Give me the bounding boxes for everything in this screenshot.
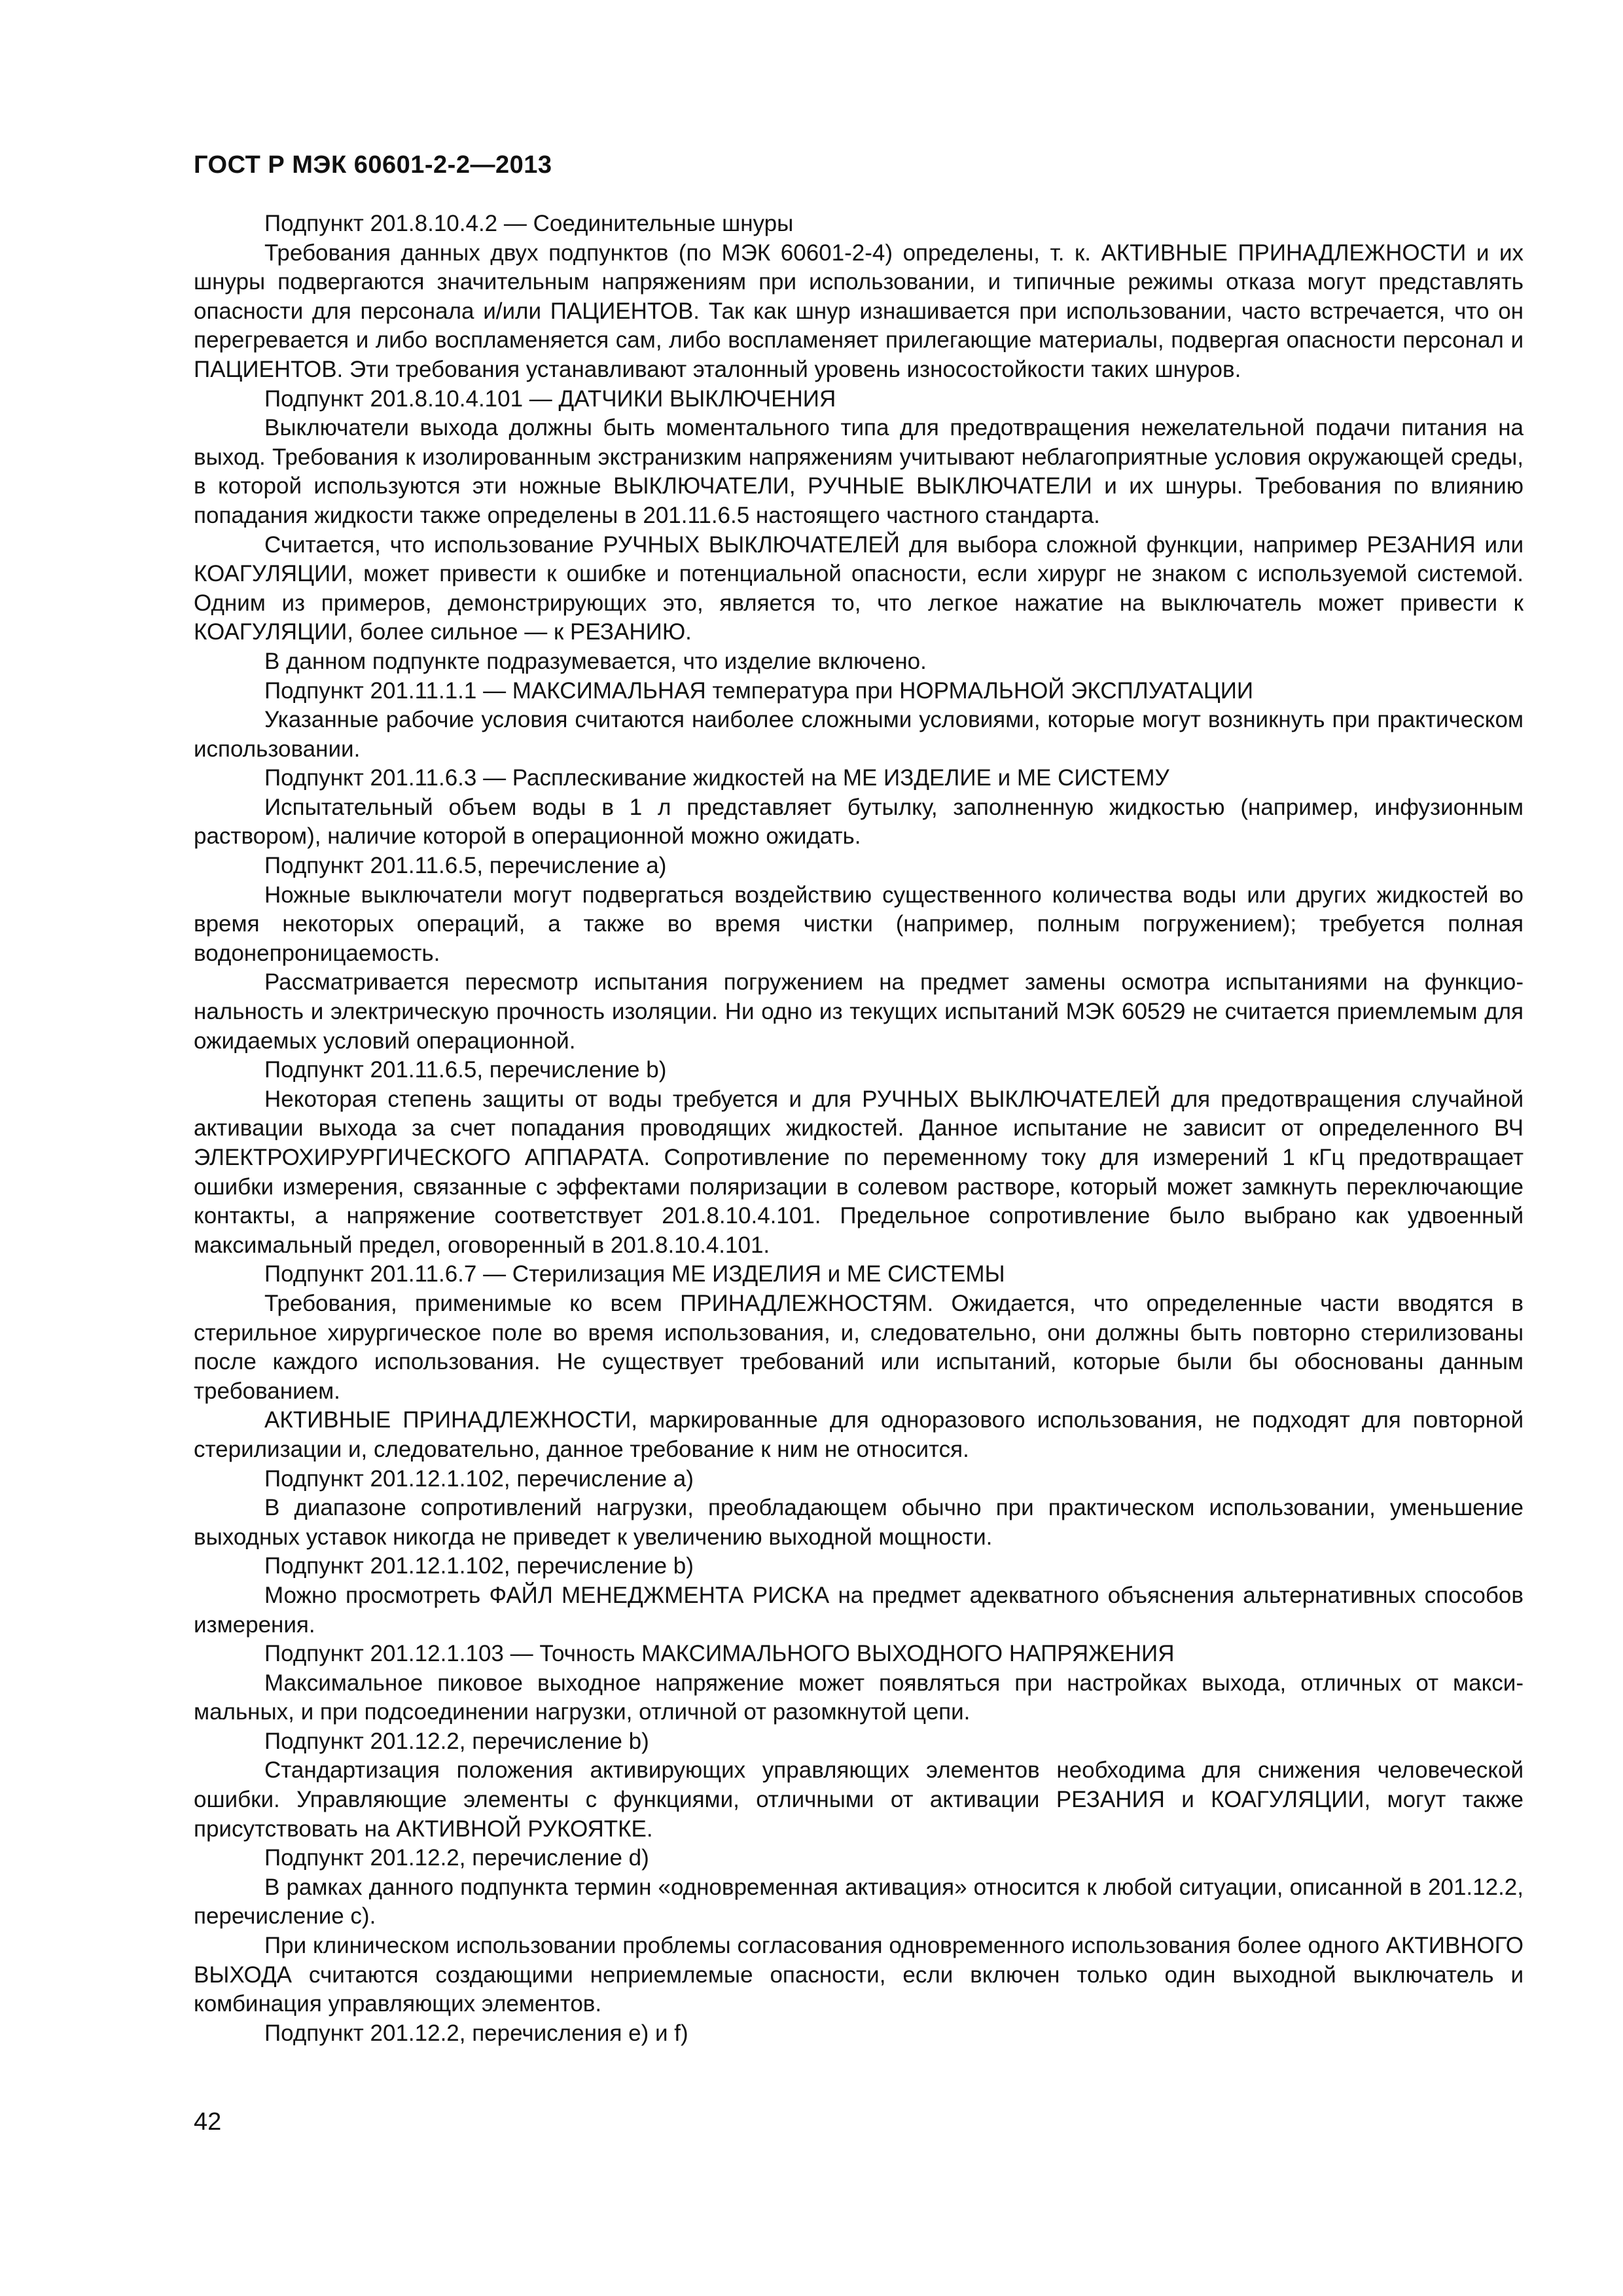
paragraph: В рамках данного подпункта термин «одновременная активация» относится к любой ситуации, описанной в 201.12.2, перечисление c). — [194, 1874, 1524, 1929]
paragraph: Подпункт 201.12.1.102, перечисление a) — [264, 1465, 694, 1492]
paragraph: Считается, что использование РУЧНЫХ ВЫКЛЮЧАТЕЛЕЙ для выбора сложной функции, например РЕЗАНИЯ или КОАГУЛЯЦИИ, может привести к ошибке и потенциальной опасности, если хирург не знаком с используемой системой. Одним из примеров, демонстрирующих это, является то, что легкое нажатие на выключатель может привести к КОАГУЛЯЦИИ, более сильное — к РЕЗАНИЮ. — [194, 531, 1524, 645]
paragraph: Некоторая степень защиты от воды требуется и для РУЧНЫХ ВЫКЛЮЧАТЕЛЕЙ для предотвращения случайной активации выхода за счет попадания проводящих жидкостей. Данное испытание не зависит от определенного ВЧ ЭЛЕКТРОХИРУРГИЧЕСКОГО АППАРАТА. Сопротивление по переменному току для измерений 1 кГц предотвращает ошибки измерения, связанные с эффектами поляризации в солевом растворе, который может замкнуть переключающие контакты, а напряжение соответствует 201.8.10.4.101. Предельное сопротивление было выбрано как удвоенный максимальный предел, оговоренный в 201.8.10.4.101. — [194, 1086, 1524, 1258]
document-body — [194, 209, 1524, 2048]
paragraph: В данном подпункте подразумевается, что изделие включено. — [264, 648, 927, 674]
paragraph: Подпункт 201.11.6.5, перечисление a) — [264, 853, 667, 879]
paragraph: Рассматривается пересмотр испытания погружением на предмет замены осмотра испытаниями на функциональность и электрическую прочность изоляции. Ни одно из текущих испытаний МЭК 60529 не считается приемлемым для ожидаемых условий операционной. — [194, 969, 1524, 1054]
paragraph: Требования, применимые ко всем ПРИНАДЛЕЖНОСТЯМ. Ожидается, что определенные части вводятся в стерильное хирургическое поле во время использования, и, следовательно, они должны быть повторно стерилизованы после каждого использования. Не существует требований или испытаний, которые были бы обоснованы данным требованием. — [194, 1290, 1524, 1404]
paragraph: Подпункт 201.8.10.4.101 — ДАТЧИКИ ВЫКЛЮЧЕНИЯ — [264, 386, 836, 412]
paragraph: Подпункт 201.11.1.1 — МАКСИМАЛЬНАЯ температура при НОРМАЛЬНОЙ ЭКСПЛУАТАЦИИ — [264, 677, 1254, 704]
paragraph: Испытательный объем воды в 1 л представляет бутылку, заполненную жидкостью (например, инфузионным раствором), наличие которой в операционной можно ожидать. — [194, 794, 1524, 850]
paragraph: Ножные выключатели могут подвергаться воздействию существенного количества воды или других жидкостей во время некоторых операций, а также во время чистки (например, полным погружением); требуется полная водонепроницаемость. — [194, 882, 1524, 966]
paragraph: Можно просмотреть ФАЙЛ МЕНЕДЖМЕНТА РИСКА на предмет адекватного объяснения альтернативных способов измерения. — [194, 1582, 1524, 1638]
paragraph: Подпункт 201.11.6.5, перечисление b) — [264, 1057, 667, 1083]
page-number: 42 — [194, 2108, 222, 2136]
paragraph: Максимальное пиковое выходное напряжение может появляться при настройках выхода, отличных от максимальных, и при подсоединении нагрузки, отличной от разомкнутой цепи. — [194, 1670, 1524, 1725]
paragraph: При клиническом использовании проблемы согласования одновременного использования более одного АКТИВНОГО ВЫХОДА считаются создающими неприемлемые опасности, если включен только один выходной выключатель и комбинация управляющих элементов. — [194, 1933, 1524, 2017]
paragraph: Подпункт 201.8.10.4.2 — Соединительные шнуры — [264, 211, 794, 236]
document-code-header: ГОСТ Р МЭК 60601-2-2—2013 — [194, 151, 552, 179]
paragraph: Подпункт 201.12.2, перечисление d) — [264, 1845, 649, 1871]
paragraph: АКТИВНЫЕ ПРИНАДЛЕЖНОСТИ, маркированные для одноразового использования, не подходят для повторной стерилизации и, следовательно, данное требование к ним не относится. — [194, 1407, 1524, 1462]
paragraph: Подпункт 201.12.1.102, перечисление b) — [264, 1553, 694, 1579]
paragraph: Подпункт 201.12.1.103 — Точность МАКСИМАЛЬНОГО ВЫХОДНОГО НАПРЯЖЕНИЯ — [264, 1641, 1175, 1667]
paragraph: Выключатели выхода должны быть моментального типа для предотвращения нежелательной подачи питания на выход. Требования к изолированным экстранизким напряжениям учитывают неблагоприятные условия окружающей среды, в которой используются эти ножные ВЫКЛЮЧАТЕЛИ, РУЧНЫЕ ВЫКЛЮЧАТЕЛИ и их шнуры. Требования по влиянию попадания жидкости также определены в 201.11.6.5 настоящего частного стандарта. — [194, 415, 1524, 528]
paragraph: В диапазоне сопротивлений нагрузки, преобладающем обычно при практическом использовании, уменьшение выходных уставок никогда не приведет к увеличению выходной мощности. — [194, 1495, 1524, 1550]
paragraph: Стандартизация положения активирующих управляющих элементов необходима для снижения человеческой ошибки. Управляющие элементы с функциями, отличными от активации РЕЗАНИЯ и КОАГУЛЯЦИИ, могут также присутствовать на АКТИВНОЙ РУКОЯТКЕ. — [194, 1757, 1524, 1842]
paragraph: Подпункт 201.11.6.3 — Расплескивание жидкостей на МЕ ИЗДЕЛИЕ и МЕ СИСТЕМУ — [264, 765, 1169, 791]
paragraph: Требования данных двух подпунктов (по МЭК 60601-2-4) определены, т. к. АКТИВНЫЕ ПРИНАДЛЕЖНОСТИ и их шнуры подвергаются значительным напряжениям при использовании, и типичные режимы отказа могут представлять опасности для персонала и/или ПАЦИЕНТОВ. Так как шнур изнашивается при использовании, часто встречается, что он перегревается и либо воспламеняется сам, либо воспламеняет прилегающие материалы, подвергая опасности персонал и ПАЦИЕНТОВ. Эти требования устанавливают эталонный уровень износостойкости таких шнуров. — [194, 240, 1524, 382]
paragraph: Указанные рабочие условия считаются наиболее сложными условиями, которые могут возникнуть при практическом использовании. — [194, 707, 1524, 762]
paragraph: Подпункт 201.12.2, перечисление b) — [264, 1728, 649, 1754]
paragraph: Подпункт 201.12.2, перечисления e) и f) — [264, 2020, 688, 2046]
paragraph: Подпункт 201.11.6.7 — Стерилизация МЕ ИЗДЕЛИЯ и МЕ СИСТЕМЫ — [264, 1261, 1005, 1287]
